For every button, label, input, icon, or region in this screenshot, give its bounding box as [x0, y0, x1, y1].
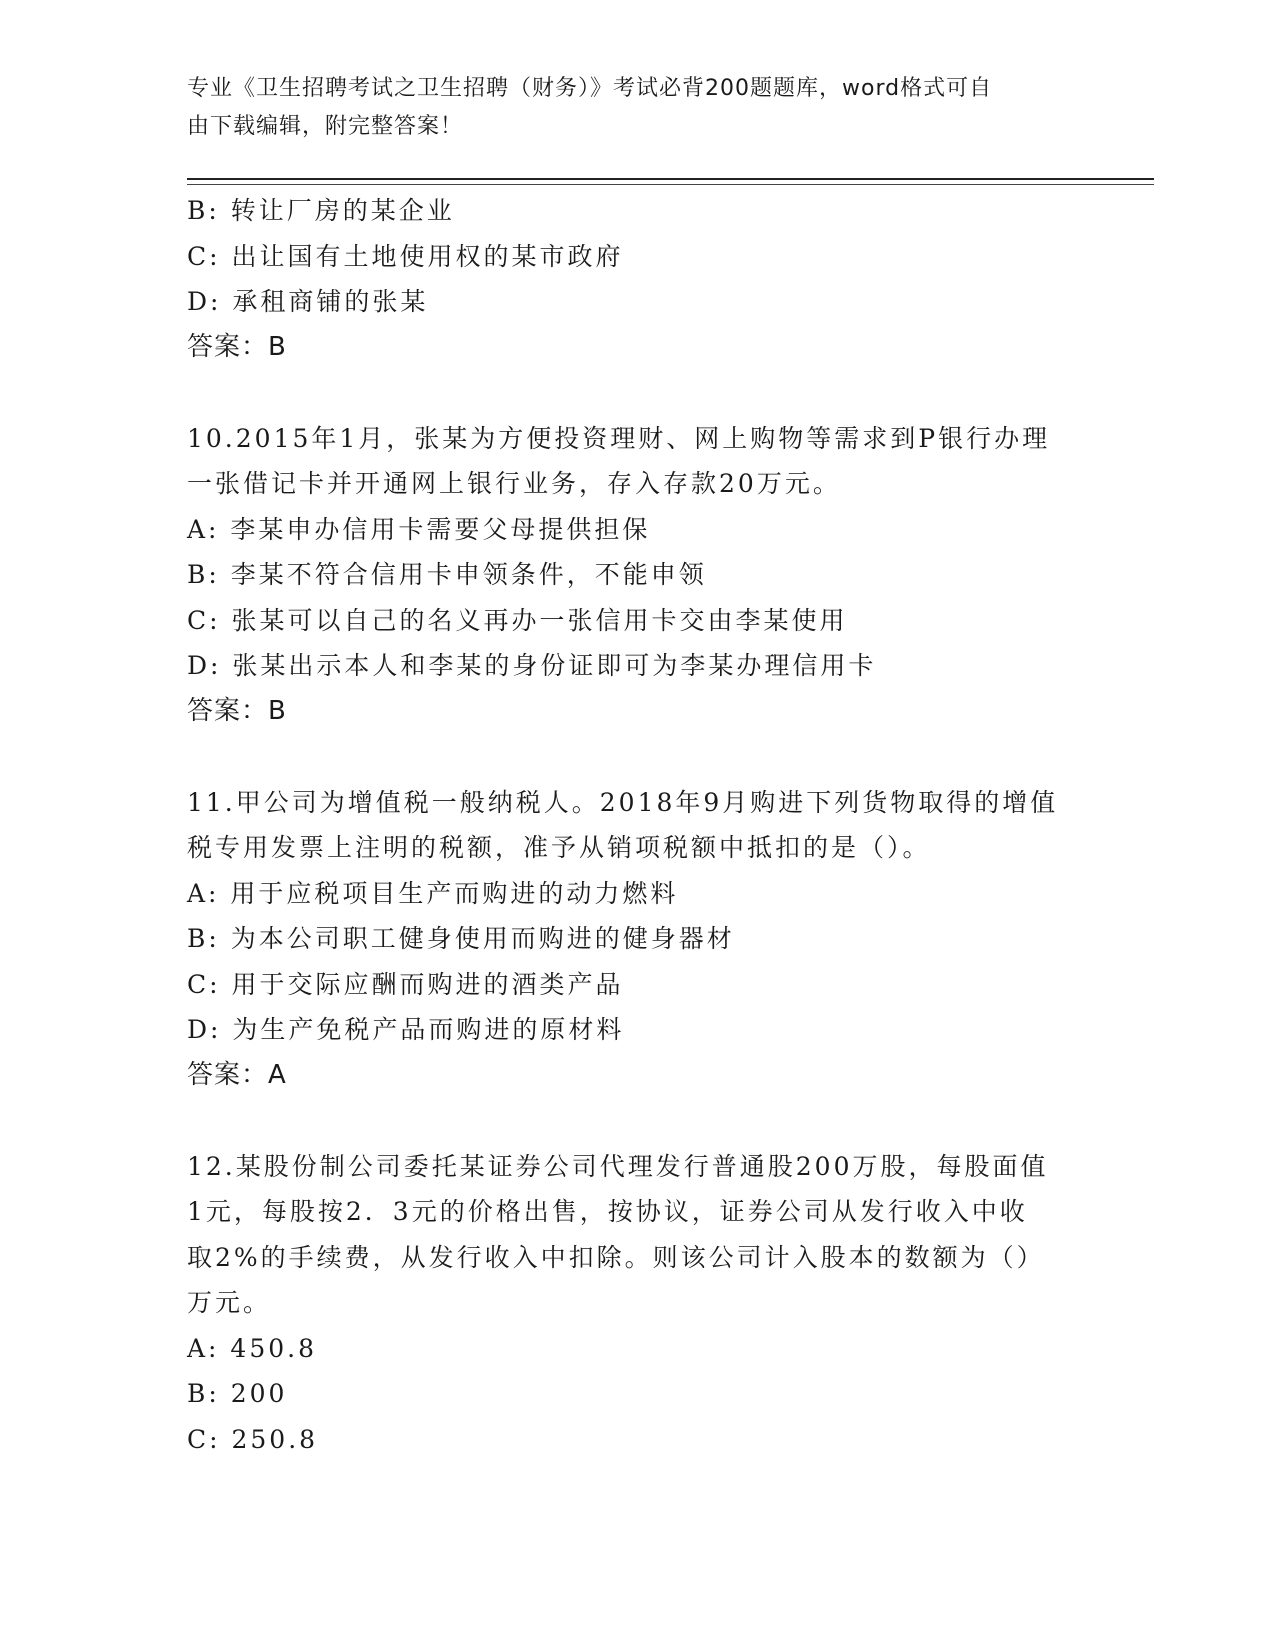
- question-10: [187, 416, 1087, 735]
- question-stem-line: 10.2015年1月，张某为方便投资理财、网上购物等需求到P银行办理: [187, 423, 1051, 453]
- option-b: B: 为本公司职工健身使用而购进的健身器材: [187, 924, 735, 953]
- option-b: B: 转让厂房的某企业: [187, 196, 455, 225]
- option-d: D: 张某出示本人和李某的身份证即可为李某办理信用卡: [187, 651, 877, 680]
- option-c: C: 张某可以自己的名义再办一张信用卡交由李某使用: [187, 605, 848, 635]
- option-a: A: 450.8: [187, 1333, 317, 1363]
- question-stem-line: 税专用发票上注明的税额，准予从销项税额中抵扣的是（）。: [187, 833, 931, 862]
- question-11: [187, 780, 1087, 1099]
- question-9-continued: [187, 188, 1087, 370]
- option-c: C: 用于交际应酬而购进的酒类产品: [187, 969, 624, 999]
- question-stem-line: 万元。: [187, 1288, 272, 1317]
- answer-line: 答案：A: [187, 1059, 287, 1090]
- option-c: C: 250.8: [187, 1424, 319, 1454]
- question-stem-line: 11.甲公司为增值税一般纳税人。2018年9月购进下列货物取得的增值: [187, 787, 1059, 817]
- option-d: D: 承租商铺的张某: [187, 287, 429, 316]
- question-stem-line: 取2%的手续费，从发行收入中扣除。则该公司计入股本的数额为（）: [187, 1242, 1045, 1272]
- answer-line: 答案：B: [187, 695, 287, 726]
- question-stem-line: 一张借记卡并开通网上银行业务，存入存款20万元。: [187, 469, 841, 498]
- option-b: B: 李某不符合信用卡申领条件，不能申领: [187, 560, 707, 589]
- option-a: A: 用于应税项目生产而购进的动力燃料: [187, 878, 679, 908]
- document-body: [187, 188, 1087, 1462]
- option-d: D: 为生产免税产品而购进的原材料: [187, 1015, 625, 1044]
- header-divider-thin: [187, 184, 1154, 185]
- option-b: B: 200: [187, 1379, 288, 1408]
- question-stem-line: 12.某股份制公司委托某证券公司代理发行普通股200万股，每股面值: [187, 1151, 1049, 1181]
- question-12: [187, 1144, 1087, 1463]
- header-divider-thick: [187, 178, 1154, 180]
- option-c: C: 出让国有土地使用权的某市政府: [187, 241, 624, 271]
- question-stem-line: 1元，每股按2．3元的价格出售，按协议，证券公司从发行收入中收: [187, 1197, 1028, 1226]
- answer-line: 答案：B: [187, 331, 287, 362]
- document-header: 专业《卫生招聘考试之卫生招聘（财务）》考试必背200题题库，word格式可自 由下载编辑，附完整答案！: [187, 76, 993, 139]
- option-a: A: 李某申办信用卡需要父母提供担保: [187, 514, 651, 544]
